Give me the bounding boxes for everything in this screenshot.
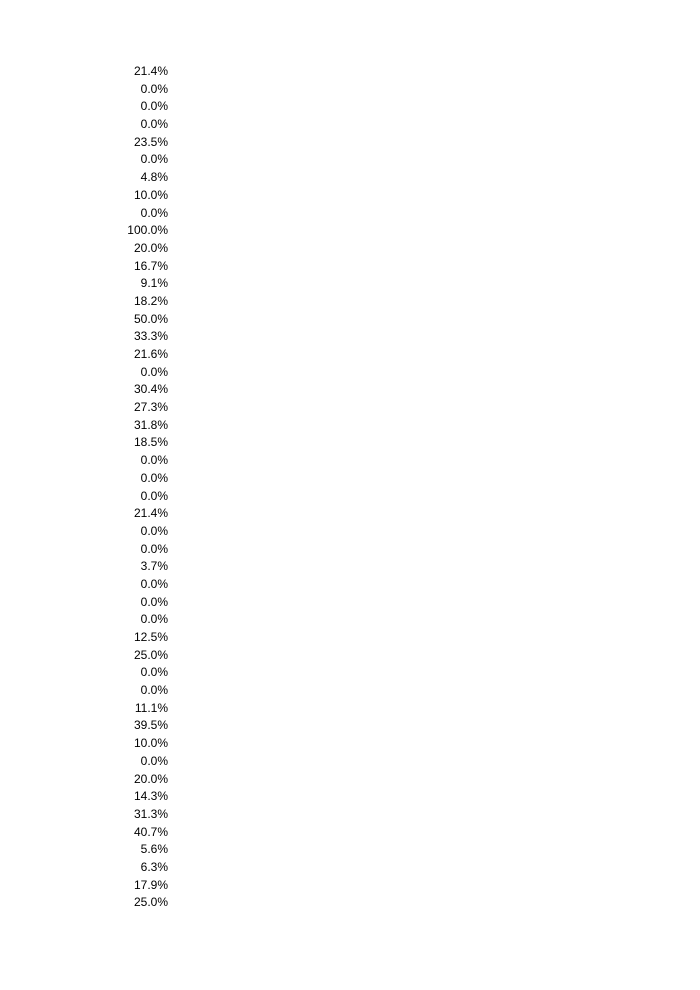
percentage-cell: 18.2% <box>133 293 168 308</box>
percentage-cell: 25.0% <box>133 647 168 662</box>
percentage-cell: 9.1% <box>140 276 168 291</box>
percentage-cell: 40.7% <box>133 824 168 839</box>
percentage-cell: 18.5% <box>133 435 168 450</box>
percentage-cell: 21.4% <box>133 64 168 78</box>
percentage-cell: 0.0% <box>140 523 168 538</box>
percentage-cell: 0.0% <box>140 453 168 468</box>
percentage-cell: 25.0% <box>133 895 168 910</box>
percentage-cell: 0.0% <box>140 488 168 503</box>
percentage-cell: 14.3% <box>133 789 168 804</box>
percentage-cell: 23.5% <box>133 134 168 149</box>
percentage-cell: 0.0% <box>140 99 168 114</box>
percentage-cell: 30.4% <box>133 382 168 397</box>
percentage-cell: 27.3% <box>133 400 168 415</box>
percentage-cell: 21.4% <box>133 506 168 521</box>
percentage-cell: 20.0% <box>133 240 168 255</box>
percentage-cell: 0.0% <box>140 364 168 379</box>
percentage-cell: 16.7% <box>133 258 168 273</box>
percentage-cell: 10.0% <box>133 187 168 202</box>
percentage-cell: 5.6% <box>140 842 168 857</box>
percentage-cell: 39.5% <box>133 718 168 733</box>
percentage-cell: 6.3% <box>140 859 168 874</box>
percentage-cell: 0.0% <box>140 612 168 627</box>
percentage-cell: 0.0% <box>140 205 168 220</box>
percentage-cell: 0.0% <box>140 665 168 680</box>
percentage-cell: 33.3% <box>133 329 168 344</box>
percentage-cell: 12.5% <box>133 630 168 644</box>
percentage-cell: 0.0% <box>140 576 168 591</box>
percentage-cell: 0.0% <box>140 683 168 698</box>
percentage-cell: 0.0% <box>140 470 168 485</box>
percentage-cell: 11.1% <box>134 700 168 715</box>
percentage-cell: 100.0% <box>127 223 168 238</box>
percentage-cell: 10.0% <box>133 736 168 751</box>
percentage-cell: 0.0% <box>140 117 168 132</box>
percentage-cell: 0.0% <box>140 541 168 556</box>
percentage-cell: 0.0% <box>140 753 168 768</box>
percentage-cell: 31.3% <box>133 806 168 821</box>
percentage-cell: 17.9% <box>133 877 168 892</box>
percentage-cell: 0.0% <box>140 152 168 167</box>
percentage-cell: 0.0% <box>140 594 168 609</box>
percentage-cell: 20.0% <box>133 771 168 786</box>
percentage-cell: 3.7% <box>140 559 168 574</box>
percentage-cell: 31.8% <box>133 417 168 432</box>
percentage-column <box>100 63 168 912</box>
percentage-cell: 0.0% <box>140 81 168 96</box>
percentage-cell: 21.6% <box>133 347 168 361</box>
percentage-cell: 4.8% <box>140 170 168 185</box>
percentage-cell: 50.0% <box>133 311 168 326</box>
